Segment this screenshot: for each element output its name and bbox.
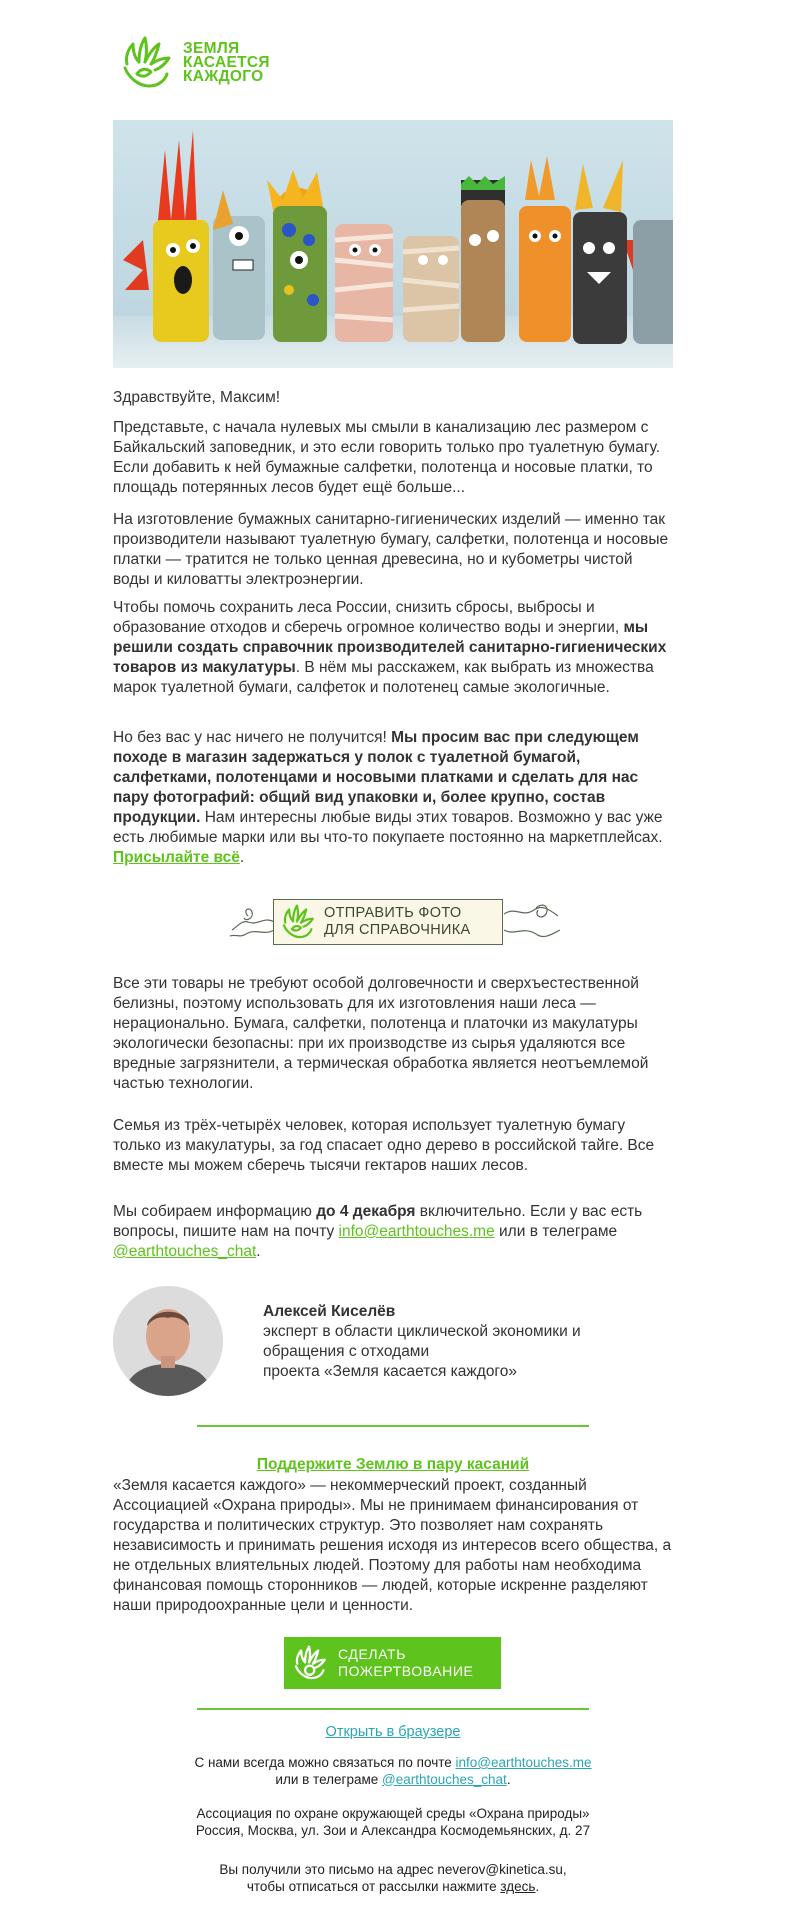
donate-label	[338, 1646, 473, 1680]
send-photo-button[interactable]	[273, 899, 503, 945]
support-text: «Земля касается каждого» — некоммерческий проект, созданный Ассоциацией «Охрана природы». Мы не принимаем финансирования от государства и политических структур. Это позволяет нам сохранять независимость и принимать решения исходя из интересов всего общества, а не отдельных влиятельных людей. Поэтому для работы нам необходима финансовая помощь сторонников — людей, которые искренне разделяют наши природоохранные цели и ценности.	[113, 1477, 672, 1614]
logo-line-2: КАСАЕТСЯ	[183, 54, 270, 71]
paragraph-5: Все эти товары не требуют особой долговечности и сверхъестественной белизны, поэтому использовать для их изготовления наши леса — нерационально. Бумага, салфетки, полотенца и платочки из макулатуры экологически безопасны: при их производстве из сырья удаляются все вредные загрязнители, а термическая обработка является неотъемлемой частью технологии.	[113, 975, 649, 1092]
paragraph-4-text-a: Но без вас у нас ничего не получится!	[113, 729, 392, 746]
paragraph-3-text-a: Чтобы помочь сохранить леса России, снизить сбросы, выбросы и образование отходов и сберечь огромное количество воды и энергии,	[113, 599, 624, 636]
send-photo-label-line-2: ДЛЯ СПРАВОЧНИКА	[324, 922, 471, 938]
paragraph-7	[113, 1202, 673, 1262]
deadline-date: до 4 декабря	[316, 1203, 416, 1220]
paragraph-4-text-c: Нам интересны любые виды этих товаров. Возможно у вас уже есть любимые марки или вы что-то покупаете постоянно на маркетплейсах.	[113, 809, 663, 846]
paragraph-7-text-c: включительно. Если у вас есть вопросы, пишите нам на почту	[113, 1203, 643, 1240]
paragraph-3-bold: мы решили создать справочник производителей санитарно-гигиенических товаров из макулатуры	[113, 619, 667, 676]
footer-email-link[interactable]: info@earthtouches.me	[455, 1755, 592, 1770]
paragraph-6: Семья из трёх-четырёх человек, которая использует туалетную бумагу только из макулатуры, за год спасает одно дерево в российской тайге. Все вместе мы можем сберечь тысячи гектаров наших лесов.	[113, 1117, 655, 1174]
paragraph-4-text-d: .	[239, 849, 245, 866]
footer-telegram-link[interactable]: @earthtouches_chat	[382, 1771, 507, 1787]
paragraph-7-text-a: Мы собираем информацию	[113, 1203, 317, 1220]
signature-block	[263, 1302, 663, 1382]
org-name: Ассоциация по охране окружающей среды «Охрана природы»	[196, 1806, 590, 1821]
hero-image	[113, 120, 673, 368]
paragraph-1: Представьте, с начала нулевых мы смыли в канализацию лес размером с Байкальский заповедник, и это если говорить только про туалетную бумагу. Если добавить к ней бумажные салфетки, полотенца и носовые платки, то площадь потерянных лесов будет ещё больше...	[113, 419, 660, 496]
brand-logo[interactable]	[119, 34, 270, 92]
recipient-address: Вы получили это письмо на адрес neverov@kinetica.su,	[219, 1862, 567, 1877]
unsubscribe-link[interactable]: здесь	[500, 1878, 536, 1894]
send-photo-label	[324, 905, 470, 939]
send-photo-label-line-1: ОТПРАВИТЬ ФОТО	[324, 905, 462, 921]
support-title[interactable]	[113, 1456, 673, 1474]
logo-line-1: ЗЕМЛЯ	[183, 40, 240, 57]
paragraph-3-text-c: . В нём мы расскажем, как выбрать из множества марок туалетной бумаги, салфеток и полотенец самые экологичные.	[113, 659, 654, 696]
paper-roll-monsters-illustration	[113, 120, 673, 368]
paragraph-3	[113, 598, 673, 698]
donate-label-line-1: СДЕЛАТЬ	[338, 1646, 406, 1662]
org-address: Россия, Москва, ул. Зои и Александра Космодемьянских, д. 27	[195, 1822, 591, 1838]
recipient-info	[113, 1862, 673, 1895]
ribbon-ornament-right-icon	[500, 896, 562, 952]
support-link[interactable]: Поддержите Землю в пару касаний	[256, 1456, 530, 1473]
greeting: Здравствуйте, Максим!	[113, 389, 281, 406]
donate-label-line-2: ПОЖЕРТВОВАНИЕ	[338, 1663, 474, 1679]
telegram-link[interactable]: @earthtouches_chat	[113, 1243, 257, 1260]
logo-text	[183, 42, 270, 84]
divider-bottom	[197, 1708, 589, 1710]
org-info	[113, 1806, 673, 1839]
paragraph-2: На изготовление бумажных санитарно-гигиенических изделий — именно так производители называют туалетную бумагу, салфетки, полотенца и носовые платки — тратится не только ценная древесина, но и кубометры чистой воды и киловатты электроэнергии.	[113, 511, 669, 588]
contact-text-a: С нами всегда можно связаться по почте	[194, 1755, 456, 1770]
send-photo-cta[interactable]	[228, 896, 563, 952]
unsubscribe-text-end: .	[535, 1878, 540, 1894]
author-project: проекта «Земля касается каждого»	[263, 1363, 517, 1380]
divider-top	[197, 1425, 589, 1427]
avatar	[113, 1286, 223, 1396]
contact-text-c: .	[506, 1771, 511, 1787]
paragraph-4-bold: Мы просим вас при следующем походе в магазин задержаться у полок с туалетной бумагой, салфетками, полотенцами и носовыми платками и сделать для нас пару фотографий: общий вид упаковки и, более крупно, состав продукции.	[113, 729, 639, 826]
paragraph-4	[113, 728, 673, 868]
contact-info	[113, 1755, 673, 1788]
author-name: Алексей Киселёв	[263, 1303, 396, 1320]
hand-leaf-icon	[119, 34, 177, 92]
open-in-browser[interactable]	[113, 1724, 673, 1741]
unsubscribe-text: чтобы отписаться от рассылки нажмите	[246, 1878, 501, 1894]
open-in-browser-link[interactable]: Открыть в браузере	[325, 1724, 461, 1740]
author-portrait	[113, 1286, 223, 1396]
email-link[interactable]: info@earthtouches.me	[338, 1223, 495, 1240]
logo-line-3: КАЖДОГО	[183, 68, 264, 85]
author-role: эксперт в области циклической экономики и обращения с отходами	[263, 1323, 581, 1360]
donate-button[interactable]	[284, 1637, 501, 1689]
paragraph-7-text-d: или в телеграме	[494, 1223, 618, 1240]
hand-coin-icon	[292, 1644, 330, 1682]
send-all-link[interactable]: Присылайте всё	[113, 849, 240, 866]
contact-text-b: или в телеграме	[275, 1771, 383, 1787]
paragraph-7-text-e: .	[256, 1243, 261, 1260]
hand-leaf-icon	[280, 903, 318, 941]
